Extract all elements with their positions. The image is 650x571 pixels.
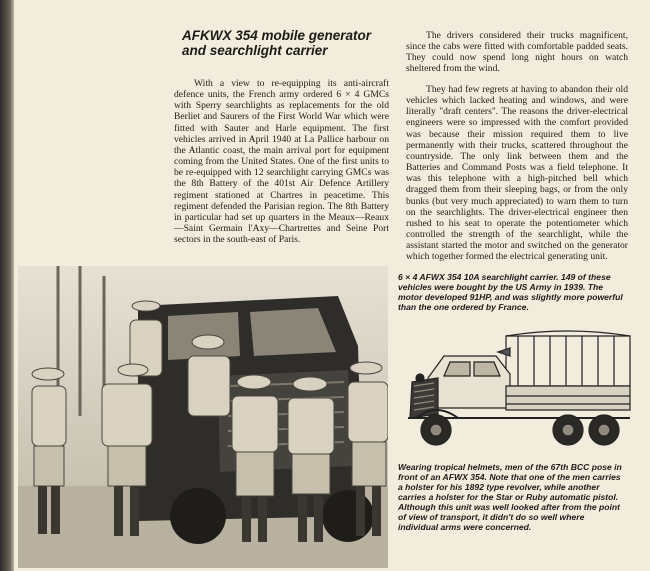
article-column-2-paragraph-1: The drivers considered their trucks magnificent, since the cabs were fitted with comfortable padded seats. They could now spend long night hours on watch sheltered from the wind. xyxy=(406,30,628,75)
article-column-1: With a view to re-equipping its anti-aircraft defence units, the French army ordered 6 × 4 GMCs with Sperry searchlights as replacements for the old Berliet and Saurers of the First World War which were fitted with Sauter and Harle equipment. The first vehicles arrived in April 1940 at La Pallice harbour on the Atlantic coast, the main arrival port for equipment coming from the United States. One of the first units to be re-equipped with 12 searchlight carrying GMCs was the 8th Battery of the 401st Air Defence Artillery regiment stationed at Chartres in peacetime. This regiment defended the Parisian region. The 8th Battery in particular had set up quarters in the Meaux—Reaux—Saint Germain l'Axy—Chartrettes and Seine Port sectors in the south-east of Paris. xyxy=(174,78,389,246)
book-binding xyxy=(0,0,14,571)
article-title: AFKWX 354 mobile generator and searchlight carrier xyxy=(182,28,372,58)
soldiers-truck-photo xyxy=(18,266,388,568)
article-column-2-paragraph-2: They had few regrets at having to abandon their old vehicles which lacked heating and windows, and were literally "draft centers". The reasons the driver-electrical engineers were so impressed with the comfort provided was because their mission required them to live permanently with their trucks, scattered throughout the countryside. The only link between them and the Batteries and Command Posts was a field telephone. It was this telephone with a high-pitched bell which dragged them from their sleeping bags, or from the only bunks (but very much appreciated) to warn them to turn on the searchlights. The driver-electrical engineer then rushed to his seat to operate the potentiometer which controlled the strength of the searchlight, while the assistant started the motor and switched on the generator which together formed the electrical generating unit. xyxy=(406,84,628,263)
book-page xyxy=(14,0,650,571)
drawing-caption: 6 × 4 AFWX 354 10A searchlight carrier. 149 of these vehicles were bought by the US Army in 1939. The motor developed 91HP, and was slightly more powerful than the one ordered by France. xyxy=(398,272,623,312)
truck-drawing xyxy=(398,326,636,458)
photo-caption: Wearing tropical helmets, men of the 67th BCC pose in front of an AFWX 354. Note that one of the men carries a holster for his 1892 type revolver, while another carries a holster for the Star or Ruby automatic pistol. Although this unit was well looked after from the point of view of transport, it didn't do so well where individual arms were concerned. xyxy=(398,462,622,532)
